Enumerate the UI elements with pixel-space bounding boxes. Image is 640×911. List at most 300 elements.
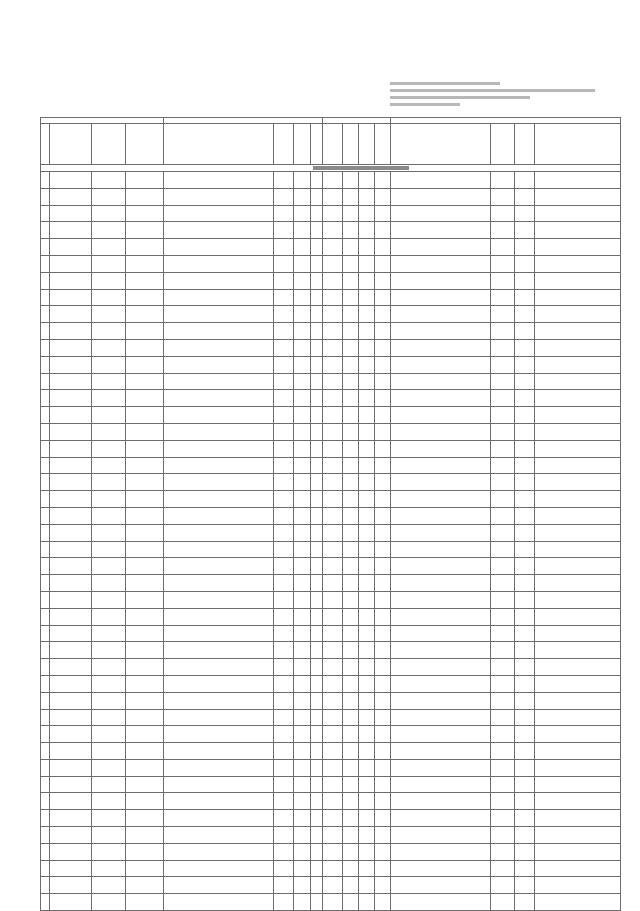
table-cell xyxy=(343,625,359,642)
table-cell xyxy=(50,507,92,524)
table-cell xyxy=(126,222,164,239)
table-cell xyxy=(375,558,391,575)
table-cell xyxy=(375,894,391,911)
table-cell xyxy=(294,239,311,256)
table-cell xyxy=(343,726,359,743)
table-cell xyxy=(50,289,92,306)
table-cell xyxy=(50,894,92,911)
table-cell xyxy=(311,860,323,877)
table-cell xyxy=(391,356,491,373)
table-cell xyxy=(515,642,535,659)
table-cell xyxy=(274,625,294,642)
table-cell xyxy=(323,692,343,709)
table-cell xyxy=(92,474,126,491)
table-cell xyxy=(126,692,164,709)
table-cell xyxy=(92,810,126,827)
table-cell xyxy=(391,877,491,894)
table-cell xyxy=(126,575,164,592)
table-cell xyxy=(92,524,126,541)
column-header xyxy=(359,124,375,165)
table-cell xyxy=(491,524,515,541)
table-cell xyxy=(311,558,323,575)
table-cell xyxy=(41,289,50,306)
table-cell xyxy=(535,726,621,743)
table-cell xyxy=(535,457,621,474)
table-cell xyxy=(126,793,164,810)
table-cell xyxy=(92,507,126,524)
table-cell xyxy=(274,255,294,272)
table-row xyxy=(41,306,621,323)
table-cell xyxy=(391,692,491,709)
table-cell xyxy=(515,659,535,676)
table-cell xyxy=(515,793,535,810)
table-cell xyxy=(164,877,274,894)
table-cell xyxy=(126,390,164,407)
table-cell xyxy=(359,440,375,457)
table-cell xyxy=(92,440,126,457)
table-cell xyxy=(164,239,274,256)
table-cell xyxy=(41,255,50,272)
table-cell xyxy=(41,625,50,642)
table-cell xyxy=(515,272,535,289)
table-cell xyxy=(535,591,621,608)
table-cell xyxy=(274,306,294,323)
table-cell xyxy=(359,339,375,356)
table-cell xyxy=(515,575,535,592)
table-cell xyxy=(391,894,491,911)
table-cell xyxy=(323,423,343,440)
table-cell xyxy=(391,860,491,877)
table-cell xyxy=(391,440,491,457)
table-cell xyxy=(294,339,311,356)
table-cell xyxy=(92,339,126,356)
table-cell xyxy=(41,558,50,575)
table-cell xyxy=(294,558,311,575)
table-cell xyxy=(274,827,294,844)
table-cell xyxy=(50,659,92,676)
table-cell xyxy=(323,541,343,558)
table-cell xyxy=(391,222,491,239)
table-cell xyxy=(274,709,294,726)
table-cell xyxy=(92,390,126,407)
document-header-block xyxy=(390,82,610,108)
table-cell xyxy=(92,373,126,390)
table-cell xyxy=(391,491,491,508)
table-cell xyxy=(391,575,491,592)
column-header xyxy=(311,124,323,165)
table-cell xyxy=(359,776,375,793)
table-cell xyxy=(375,457,391,474)
table-row xyxy=(41,239,621,256)
header-line xyxy=(390,96,530,99)
column-header xyxy=(164,124,274,165)
table-cell xyxy=(375,692,391,709)
table-cell xyxy=(535,810,621,827)
table-cell xyxy=(311,289,323,306)
table-cell xyxy=(343,877,359,894)
table-cell xyxy=(359,793,375,810)
table-cell xyxy=(274,659,294,676)
table-cell xyxy=(92,759,126,776)
table-cell xyxy=(359,491,375,508)
table-cell xyxy=(294,172,311,189)
table-row xyxy=(41,172,621,189)
table-cell xyxy=(343,894,359,911)
table-cell xyxy=(535,625,621,642)
table-cell xyxy=(41,188,50,205)
table-cell xyxy=(311,743,323,760)
table-cell xyxy=(491,507,515,524)
table-cell xyxy=(359,608,375,625)
table-cell xyxy=(535,675,621,692)
table-cell xyxy=(375,625,391,642)
table-cell xyxy=(50,759,92,776)
table-cell xyxy=(375,507,391,524)
table-cell xyxy=(491,877,515,894)
table-cell xyxy=(515,759,535,776)
column-header xyxy=(343,124,359,165)
table-row xyxy=(41,894,621,911)
table-cell xyxy=(41,860,50,877)
table-cell xyxy=(323,894,343,911)
table-cell xyxy=(92,423,126,440)
table-cell xyxy=(359,625,375,642)
table-cell xyxy=(359,172,375,189)
table-cell xyxy=(311,205,323,222)
table-cell xyxy=(391,675,491,692)
table-cell xyxy=(294,457,311,474)
table-cell xyxy=(92,356,126,373)
table-cell xyxy=(359,407,375,424)
table-cell xyxy=(359,188,375,205)
table-cell xyxy=(126,289,164,306)
table-cell xyxy=(515,827,535,844)
table-cell xyxy=(535,793,621,810)
table-cell xyxy=(294,642,311,659)
table-cell xyxy=(92,205,126,222)
table-cell xyxy=(41,172,50,189)
table-row xyxy=(41,188,621,205)
table-cell xyxy=(343,827,359,844)
table-cell xyxy=(491,625,515,642)
table-cell xyxy=(164,608,274,625)
table-cell xyxy=(274,759,294,776)
table-row xyxy=(41,843,621,860)
table-cell xyxy=(92,793,126,810)
table-cell xyxy=(50,239,92,256)
table-cell xyxy=(274,205,294,222)
table-cell xyxy=(311,172,323,189)
table-cell xyxy=(311,709,323,726)
table-cell xyxy=(491,474,515,491)
table-row xyxy=(41,877,621,894)
table-cell xyxy=(92,491,126,508)
table-cell xyxy=(164,289,274,306)
table-cell xyxy=(274,524,294,541)
table-cell xyxy=(92,289,126,306)
table-cell xyxy=(294,423,311,440)
table-cell xyxy=(515,289,535,306)
table-cell xyxy=(311,507,323,524)
header-line xyxy=(390,89,595,92)
table-cell xyxy=(92,877,126,894)
table-cell xyxy=(375,793,391,810)
table-cell xyxy=(391,591,491,608)
table-cell xyxy=(294,692,311,709)
table-cell xyxy=(50,524,92,541)
table-cell xyxy=(535,323,621,340)
table-cell xyxy=(274,339,294,356)
column-header xyxy=(391,124,491,165)
table-cell xyxy=(41,440,50,457)
table-cell xyxy=(491,726,515,743)
table-cell xyxy=(294,675,311,692)
table-cell xyxy=(491,827,515,844)
table-cell xyxy=(535,239,621,256)
table-cell xyxy=(164,356,274,373)
table-cell xyxy=(323,860,343,877)
table-cell xyxy=(359,877,375,894)
table-cell xyxy=(491,255,515,272)
table-cell xyxy=(311,827,323,844)
table-cell xyxy=(391,810,491,827)
table-cell xyxy=(92,843,126,860)
table-cell xyxy=(92,407,126,424)
table-cell xyxy=(535,659,621,676)
table-cell xyxy=(359,255,375,272)
table-cell xyxy=(535,776,621,793)
table-cell xyxy=(391,239,491,256)
table-cell xyxy=(41,793,50,810)
table-cell xyxy=(41,709,50,726)
table-cell xyxy=(41,659,50,676)
table-cell xyxy=(274,894,294,911)
table-cell xyxy=(311,339,323,356)
table-cell xyxy=(323,306,343,323)
table-cell xyxy=(535,390,621,407)
table-cell xyxy=(391,726,491,743)
table-row xyxy=(41,474,621,491)
table-cell xyxy=(294,507,311,524)
table-cell xyxy=(491,709,515,726)
table-cell xyxy=(391,339,491,356)
table-cell xyxy=(92,255,126,272)
table-cell xyxy=(311,759,323,776)
table-cell xyxy=(375,205,391,222)
table-cell xyxy=(515,390,535,407)
table-cell xyxy=(491,205,515,222)
table-cell xyxy=(323,356,343,373)
table-cell xyxy=(92,222,126,239)
table-cell xyxy=(274,323,294,340)
table-cell xyxy=(164,625,274,642)
table-cell xyxy=(323,608,343,625)
column-header xyxy=(126,124,164,165)
table-cell xyxy=(294,860,311,877)
table-cell xyxy=(311,659,323,676)
table-cell xyxy=(535,172,621,189)
table-cell xyxy=(391,423,491,440)
table-cell xyxy=(535,440,621,457)
table-cell xyxy=(391,474,491,491)
table-cell xyxy=(50,625,92,642)
table-cell xyxy=(274,860,294,877)
table-cell xyxy=(126,827,164,844)
table-cell xyxy=(343,793,359,810)
table-cell xyxy=(41,591,50,608)
table-cell xyxy=(535,524,621,541)
table-cell xyxy=(323,507,343,524)
table-cell xyxy=(164,843,274,860)
table-cell xyxy=(491,894,515,911)
table-cell xyxy=(126,659,164,676)
table-cell xyxy=(375,524,391,541)
table-row xyxy=(41,776,621,793)
header-line xyxy=(390,82,500,85)
table-cell xyxy=(92,239,126,256)
table-cell xyxy=(515,407,535,424)
table-row xyxy=(41,507,621,524)
table-cell xyxy=(491,642,515,659)
table-cell xyxy=(323,726,343,743)
table-cell xyxy=(535,743,621,760)
table-cell xyxy=(41,491,50,508)
table-cell xyxy=(311,591,323,608)
table-cell xyxy=(41,827,50,844)
table-cell xyxy=(274,675,294,692)
table-cell xyxy=(92,272,126,289)
table-cell xyxy=(343,558,359,575)
table-cell xyxy=(41,457,50,474)
table-cell xyxy=(375,423,391,440)
table-cell xyxy=(274,608,294,625)
table-row xyxy=(41,323,621,340)
table-cell xyxy=(391,390,491,407)
table-row xyxy=(41,608,621,625)
table-cell xyxy=(311,877,323,894)
table-cell xyxy=(50,390,92,407)
table-cell xyxy=(50,188,92,205)
table-cell xyxy=(50,356,92,373)
table-cell xyxy=(274,877,294,894)
table-cell xyxy=(391,793,491,810)
table-cell xyxy=(359,222,375,239)
table-cell xyxy=(164,659,274,676)
table-cell xyxy=(391,188,491,205)
table-cell xyxy=(164,205,274,222)
table-cell xyxy=(92,323,126,340)
table-cell xyxy=(515,507,535,524)
table-cell xyxy=(359,356,375,373)
table-row xyxy=(41,272,621,289)
table-cell xyxy=(491,390,515,407)
table-cell xyxy=(375,272,391,289)
table-cell xyxy=(535,709,621,726)
table-cell xyxy=(391,205,491,222)
table-cell xyxy=(515,222,535,239)
table-cell xyxy=(359,524,375,541)
table-cell xyxy=(343,810,359,827)
table-cell xyxy=(311,222,323,239)
table-cell xyxy=(515,306,535,323)
table-cell xyxy=(164,306,274,323)
table-cell xyxy=(343,491,359,508)
table-cell xyxy=(375,188,391,205)
table-cell xyxy=(375,860,391,877)
table-cell xyxy=(343,407,359,424)
table-cell xyxy=(491,222,515,239)
table-cell xyxy=(50,776,92,793)
table-cell xyxy=(92,188,126,205)
table-cell xyxy=(92,860,126,877)
table-cell xyxy=(311,373,323,390)
table-cell xyxy=(50,306,92,323)
table-cell xyxy=(294,591,311,608)
table-cell xyxy=(311,541,323,558)
table-cell xyxy=(274,575,294,592)
table-row xyxy=(41,827,621,844)
table-cell xyxy=(311,239,323,256)
table-cell xyxy=(535,356,621,373)
table-cell xyxy=(50,491,92,508)
table-cell xyxy=(41,239,50,256)
table-row xyxy=(41,675,621,692)
table-cell xyxy=(323,339,343,356)
table-cell xyxy=(375,591,391,608)
table-cell xyxy=(50,827,92,844)
table-cell xyxy=(391,272,491,289)
table-cell xyxy=(50,172,92,189)
table-cell xyxy=(274,423,294,440)
table-cell xyxy=(50,843,92,860)
table-cell xyxy=(491,843,515,860)
table-cell xyxy=(50,793,92,810)
table-cell xyxy=(343,608,359,625)
table-cell xyxy=(391,776,491,793)
table-cell xyxy=(274,541,294,558)
table-cell xyxy=(375,306,391,323)
table-cell xyxy=(491,407,515,424)
table-cell xyxy=(323,827,343,844)
table-cell xyxy=(92,726,126,743)
table-cell xyxy=(41,423,50,440)
table-cell xyxy=(515,709,535,726)
table-cell xyxy=(323,457,343,474)
table-cell xyxy=(515,255,535,272)
table-cell xyxy=(92,457,126,474)
table-cell xyxy=(126,558,164,575)
table-row xyxy=(41,289,621,306)
table-cell xyxy=(375,877,391,894)
table-cell xyxy=(323,440,343,457)
table-cell xyxy=(343,423,359,440)
table-cell xyxy=(323,709,343,726)
table-cell xyxy=(343,591,359,608)
table-cell xyxy=(50,541,92,558)
table-cell xyxy=(126,709,164,726)
table-cell xyxy=(391,642,491,659)
table-cell xyxy=(391,659,491,676)
column-header xyxy=(375,124,391,165)
table-cell xyxy=(535,474,621,491)
table-cell xyxy=(515,440,535,457)
table-cell xyxy=(491,272,515,289)
table-cell xyxy=(41,373,50,390)
table-cell xyxy=(50,474,92,491)
table-cell xyxy=(323,810,343,827)
table-cell xyxy=(41,726,50,743)
table-cell xyxy=(375,491,391,508)
